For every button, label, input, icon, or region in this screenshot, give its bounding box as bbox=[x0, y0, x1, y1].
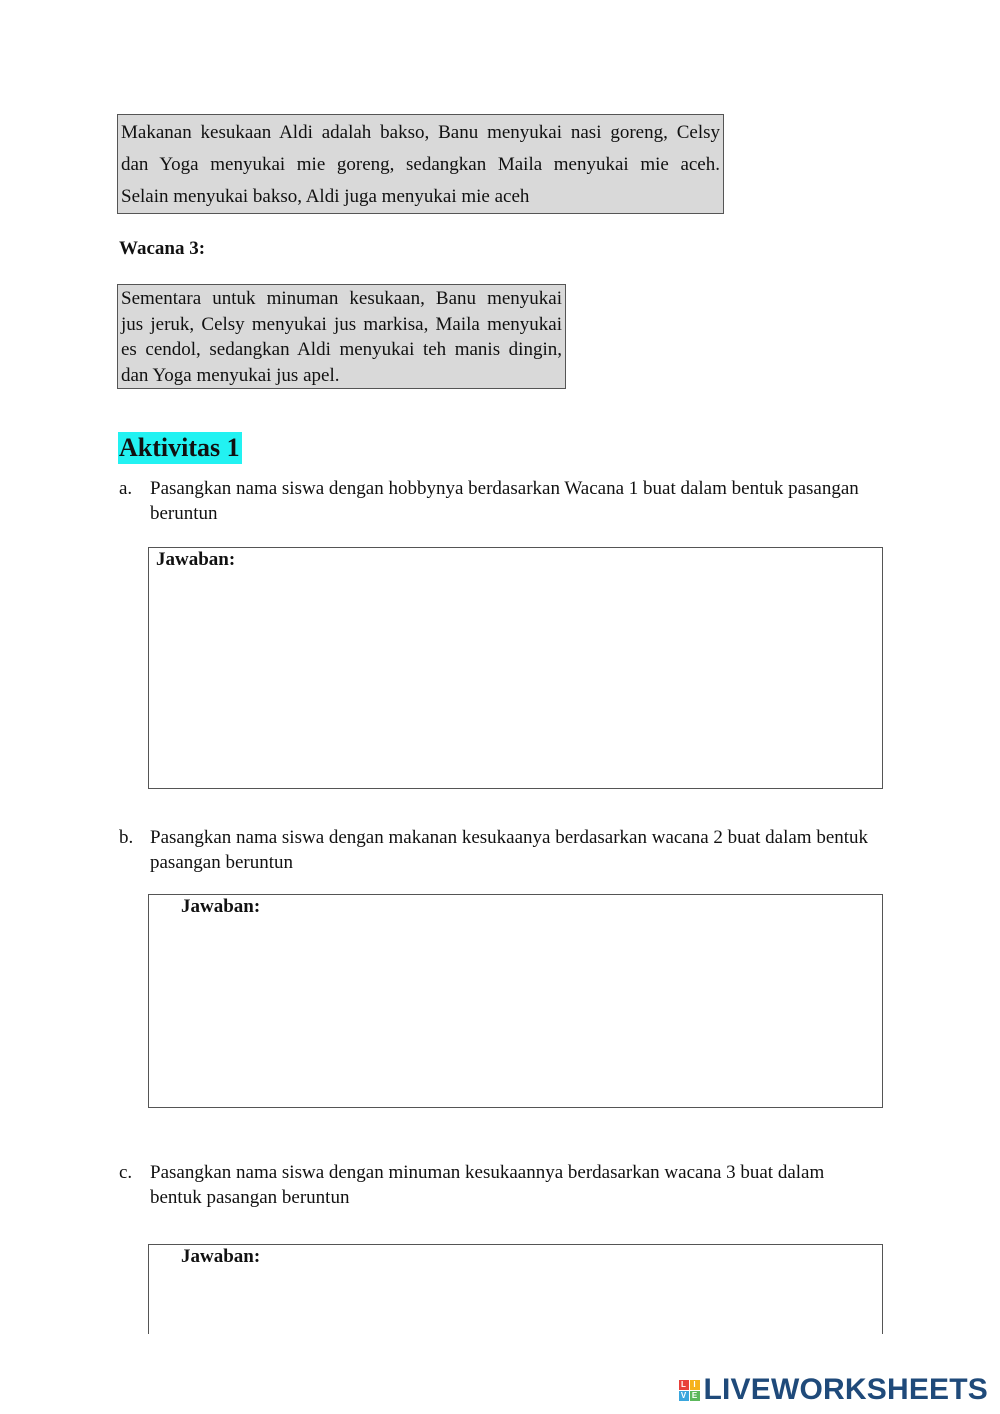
liveworksheets-logo-icon bbox=[679, 1380, 700, 1401]
wacana-3-line: Sementara untuk minuman kesukaan, Banu menyukai bbox=[121, 288, 562, 309]
question-text: Pasangkan nama siswa dengan hobbynya berdasarkan Wacana 1 buat dalam bentuk pasangan beruntun bbox=[150, 478, 859, 524]
question-a bbox=[119, 476, 879, 526]
aktivitas-heading: Aktivitas 1 bbox=[119, 433, 240, 462]
wacana-2-line: dan Yoga menyukai mie goreng, sedangkan Maila menyukai mie aceh. bbox=[121, 154, 720, 175]
answer-label: Jawaban: bbox=[181, 1246, 261, 1267]
answer-label: Jawaban: bbox=[156, 549, 236, 570]
logo-tile: E bbox=[690, 1391, 700, 1401]
answer-box-c[interactable] bbox=[148, 1244, 883, 1334]
question-marker: c. bbox=[119, 1162, 133, 1183]
wacana-2-line: Makanan kesukaan Aldi adalah bakso, Banu menyukai nasi goreng, Celsy bbox=[121, 122, 720, 143]
answer-box-a[interactable] bbox=[148, 547, 883, 789]
question-marker: a. bbox=[119, 478, 133, 499]
answer-label: Jawaban: bbox=[181, 896, 261, 917]
brand-name: LIVEWORKSHEETS bbox=[703, 1373, 988, 1406]
answer-box-b[interactable] bbox=[148, 894, 883, 1108]
wacana-2-line: Selain menyukai bakso, Aldi juga menyukai mie aceh bbox=[121, 186, 530, 207]
wacana-3-text-box bbox=[117, 284, 566, 389]
wacana-3-line: dan Yoga menyukai jus apel. bbox=[121, 364, 340, 386]
wacana-3-label: Wacana 3: bbox=[119, 238, 206, 259]
wacana-3-line: jus jeruk, Celsy menyukai jus markisa, Maila menyukai bbox=[121, 313, 562, 335]
question-c bbox=[119, 1160, 879, 1210]
question-text: Pasangkan nama siswa dengan makanan kesukaanya berdasarkan wacana 2 buat dalam bentuk pasangan beruntun bbox=[150, 827, 869, 873]
question-b bbox=[119, 825, 879, 875]
question-text: Pasangkan nama siswa dengan minuman kesukaannya berdasarkan wacana 3 buat dalam bentuk pasangan beruntun bbox=[150, 1162, 825, 1208]
logo-tile: L bbox=[679, 1380, 689, 1390]
logo-tile: I bbox=[690, 1380, 700, 1390]
liveworksheets-logo bbox=[679, 1372, 989, 1408]
wacana-2-text-box bbox=[117, 114, 724, 214]
question-marker: b. bbox=[119, 827, 134, 848]
logo-tile: V bbox=[679, 1391, 689, 1401]
wacana-3-line: es cendol, sedangkan Aldi menyukai teh manis dingin, bbox=[121, 339, 562, 360]
